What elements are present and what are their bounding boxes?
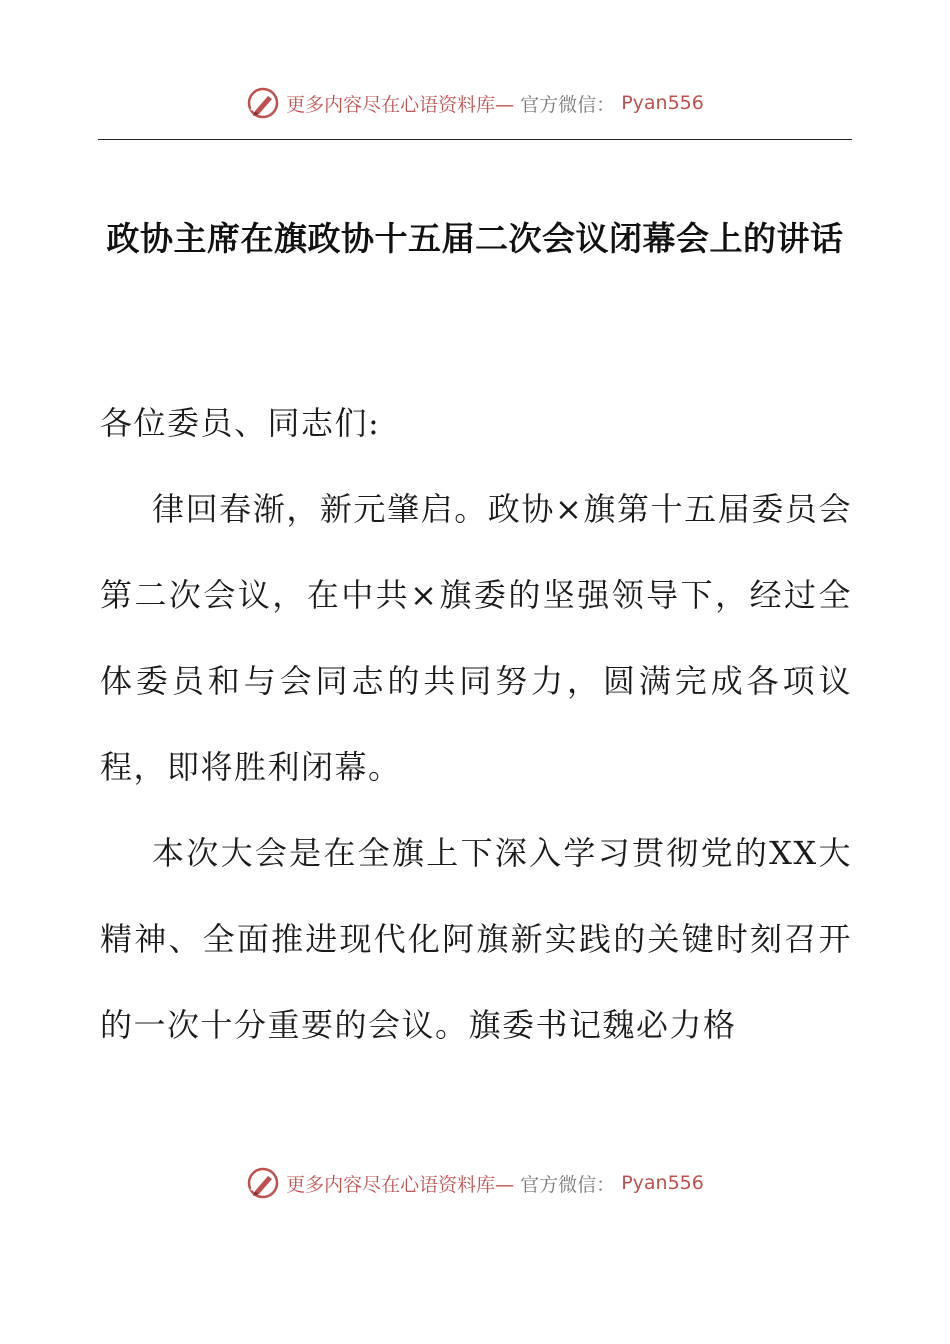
footer-banner: [0, 1163, 950, 1203]
paragraph-2: 本次大会是在全旗上下深入学习贯彻党的XX大精神、全面推进现代化阿旗新实践的关键时刻召开的一次十分重要的会议。旗委书记魏必力格: [100, 834, 852, 1044]
salutation: 各位委员、同志们:: [100, 404, 381, 442]
banner-promo-text: 更多内容尽在心语资料库—: [286, 1173, 515, 1196]
banner-wechat-label: 官方微信：: [520, 1173, 616, 1196]
banner-wechat-id: Pyan556: [621, 1172, 704, 1194]
paragraph-1: 律回春渐，新元肇启。政协×旗第十五届委员会第二次会议，在中共×旗委的坚强领导下，经过全体委员和与会同志的共同努力，圆满完成各项议程，即将胜利闭幕。: [100, 490, 852, 786]
header-divider: [98, 139, 852, 140]
document-title: 政协主席在旗政协十五届二次会议闭幕会上的讲话: [106, 219, 844, 258]
pen-nib-logo-icon: [246, 86, 280, 120]
banner-wechat-label: 官方微信：: [520, 93, 616, 116]
document-body: [100, 380, 852, 1068]
header-banner: [0, 83, 950, 123]
banner-wechat-id: Pyan556: [621, 92, 704, 114]
pen-nib-logo-icon: [246, 1166, 280, 1200]
banner-promo-text: 更多内容尽在心语资料库—: [286, 93, 515, 116]
